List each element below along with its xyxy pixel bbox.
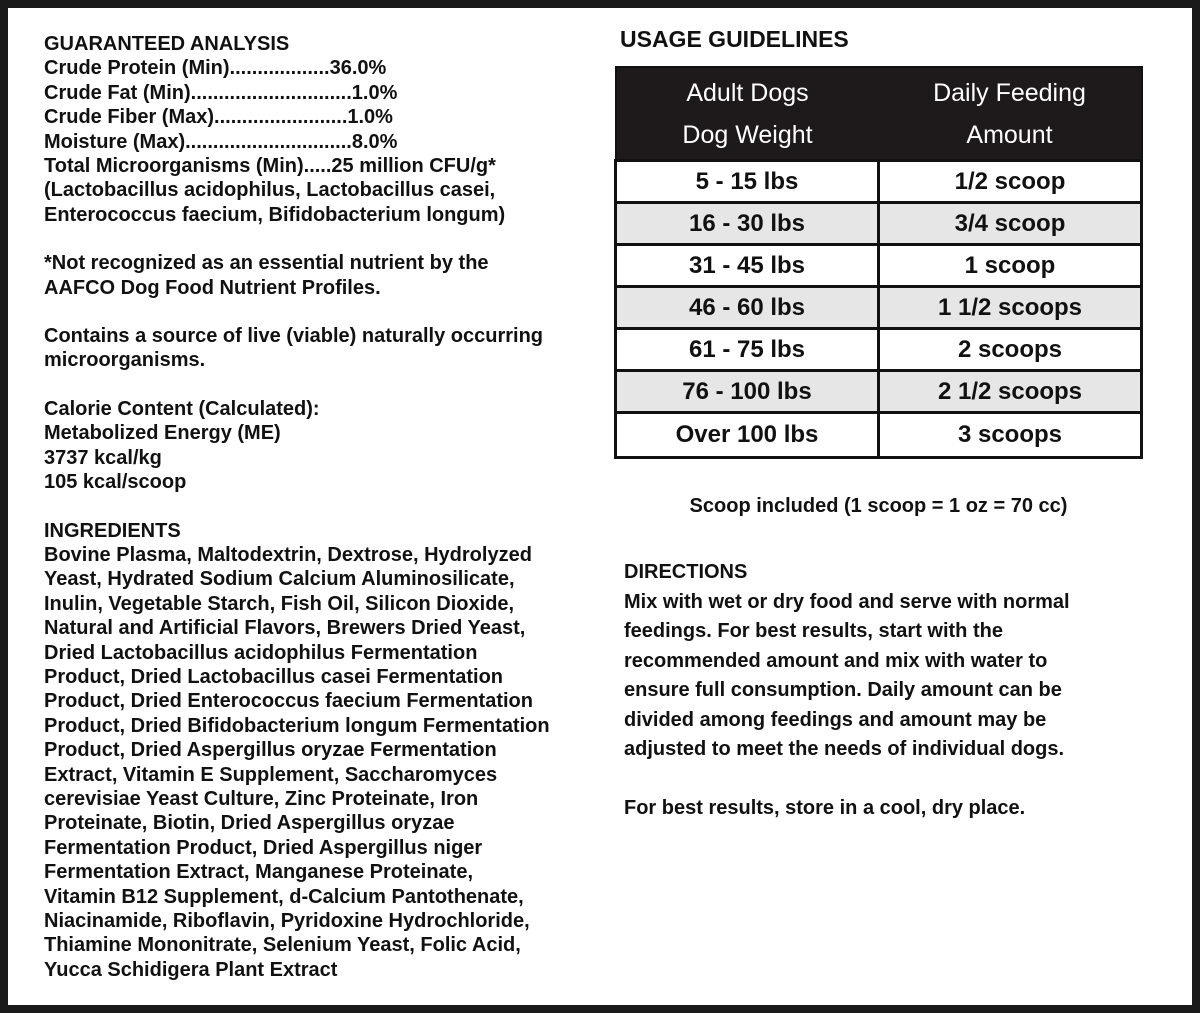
header-dog-weight-line2: Dog Weight: [682, 121, 813, 149]
analysis-line: Crude Protein (Min)..................36.0%: [44, 57, 387, 80]
guaranteed-analysis-list: [44, 56, 604, 227]
weight-cell: 31 - 45 lbs: [616, 245, 879, 287]
analysis-line: Moisture (Max)..............................8.0%: [44, 130, 398, 153]
analysis-line: Crude Fiber (Max)........................1.0%: [44, 106, 393, 129]
header-daily-amount-line1: Daily Feeding: [933, 79, 1086, 107]
amount-cell: 3/4 scoop: [879, 203, 1142, 245]
calorie-line: Metabolized Energy (ME): [44, 422, 281, 445]
header-daily-amount-line2: Amount: [966, 121, 1053, 149]
weight-cell: 16 - 30 lbs: [616, 203, 879, 245]
amount-cell: 1 1/2 scoops: [879, 287, 1142, 329]
directions-line: recommended amount and mix with water to: [624, 649, 1048, 672]
ingredients-line: Yeast, Hydrated Sodium Calcium Aluminosilicate,: [44, 568, 515, 591]
calorie-content: [44, 397, 604, 495]
analysis-line: Crude Fat (Min).............................1.0%: [44, 81, 398, 104]
ingredients-line: Extract, Vitamin E Supplement, Saccharomyces: [44, 763, 498, 786]
ingredients-line: Proteinate, Biotin, Dried Aspergillus oryzae: [44, 812, 455, 835]
header-dog-weight: [616, 67, 879, 161]
table-row: [616, 161, 1142, 203]
ingredients-line: Product, Dried Aspergillus oryzae Fermentation: [44, 739, 497, 762]
table-row: [616, 245, 1142, 287]
header-dog-weight-line1: Adult Dogs: [686, 79, 809, 107]
ingredients-line: Niacinamide, Riboflavin, Pyridoxine Hydrochloride,: [44, 910, 530, 932]
live-note-line: Contains a source of live (viable) naturally occurring: [44, 325, 544, 348]
ingredients-line: Vitamin B12 Supplement, d-Calcium Pantothenate,: [44, 885, 524, 908]
ingredients-list: [44, 543, 604, 982]
label-panel: [8, 8, 1192, 1005]
analysis-line: (Lactobacillus acidophilus, Lactobacillus casei,: [44, 179, 496, 202]
table-row: [616, 287, 1142, 329]
ingredients-line: Product, Dried Lactobacillus casei Fermentation: [44, 665, 504, 688]
right-column: [614, 24, 1154, 823]
directions-line: divided among feedings and amount may be: [624, 708, 1047, 731]
footnote-line: AAFCO Dog Food Nutrient Profiles.: [44, 276, 381, 299]
header-daily-amount: [879, 67, 1142, 161]
ingredients-heading: INGREDIENTS: [44, 519, 181, 542]
calorie-line: 3737 kcal/kg: [44, 446, 162, 469]
table-row: [616, 413, 1142, 458]
footnote-line: *Not recognized as an essential nutrient by the: [44, 252, 489, 275]
weight-cell: 46 - 60 lbs: [616, 287, 879, 329]
feeding-table-header: [616, 67, 1142, 161]
ingredients-line: cerevisiae Yeast Culture, Zinc Proteinate, Iron: [44, 787, 479, 810]
weight-cell: 76 - 100 lbs: [616, 371, 879, 413]
amount-cell: 1/2 scoop: [879, 161, 1142, 203]
amount-cell: 1 scoop: [879, 245, 1142, 287]
storage-line: For best results, store in a cool, dry place.: [624, 796, 1026, 819]
table-row: [616, 329, 1142, 371]
ingredients-line: Dried Lactobacillus acidophilus Fermentation: [44, 641, 478, 664]
ingredients-line: Bovine Plasma, Maltodextrin, Dextrose, Hydrolyzed: [44, 543, 532, 566]
amount-cell: 2 scoops: [879, 329, 1142, 371]
directions-line: feedings. For best results, start with the: [624, 620, 1003, 642]
analysis-line: Enterococcus faecium, Bifidobacterium longum): [44, 203, 506, 226]
ingredients-line: Fermentation Product, Dried Aspergillus niger: [44, 836, 483, 859]
ingredients-line: Product, Dried Bifidobacterium longum Fermentation: [44, 714, 550, 737]
table-row: [616, 203, 1142, 245]
live-microorganisms-note: [44, 324, 604, 373]
ingredients-line: Inulin, Vegetable Starch, Fish Oil, Silicon Dioxide,: [44, 592, 515, 615]
analysis-line: Total Microorganisms (Min).....25 million CFU/g*: [44, 155, 496, 178]
table-row: [616, 371, 1142, 413]
ingredients-line: Yucca Schidigera Plant Extract: [44, 958, 338, 981]
amount-cell: 3 scoops: [879, 413, 1142, 458]
directions-heading: DIRECTIONS: [624, 561, 748, 583]
scoop-included-note: Scoop included (1 scoop = 1 oz = 70 cc): [689, 495, 1068, 517]
ingredients-line: Thiamine Mononitrate, Selenium Yeast, Folic Acid,: [44, 934, 521, 957]
calorie-line: Calorie Content (Calculated):: [44, 397, 320, 420]
feeding-table: [614, 66, 1143, 459]
directions-line: Mix with wet or dry food and serve with normal: [624, 590, 1070, 613]
directions-section: [624, 558, 1144, 823]
ingredients-line: Fermentation Extract, Manganese Proteinate,: [44, 861, 474, 884]
calorie-line: 105 kcal/scoop: [44, 471, 187, 494]
left-column: [44, 32, 604, 982]
guaranteed-analysis-heading: GUARANTEED ANALYSIS: [44, 33, 290, 55]
weight-cell: 5 - 15 lbs: [616, 161, 879, 203]
aafco-footnote: [44, 251, 604, 300]
weight-cell: Over 100 lbs: [616, 413, 879, 458]
ingredients-line: Product, Dried Enterococcus faecium Fermentation: [44, 690, 533, 713]
ingredients-line: Natural and Artificial Flavors, Brewers Dried Yeast,: [44, 617, 526, 640]
usage-guidelines-title: USAGE GUIDELINES: [620, 26, 849, 52]
directions-line: adjusted to meet the needs of individual dogs.: [624, 738, 1065, 760]
live-note-line: microorganisms.: [44, 349, 206, 372]
weight-cell: 61 - 75 lbs: [616, 329, 879, 371]
directions-line: ensure full consumption. Daily amount can be: [624, 679, 1062, 701]
amount-cell: 2 1/2 scoops: [879, 371, 1142, 413]
